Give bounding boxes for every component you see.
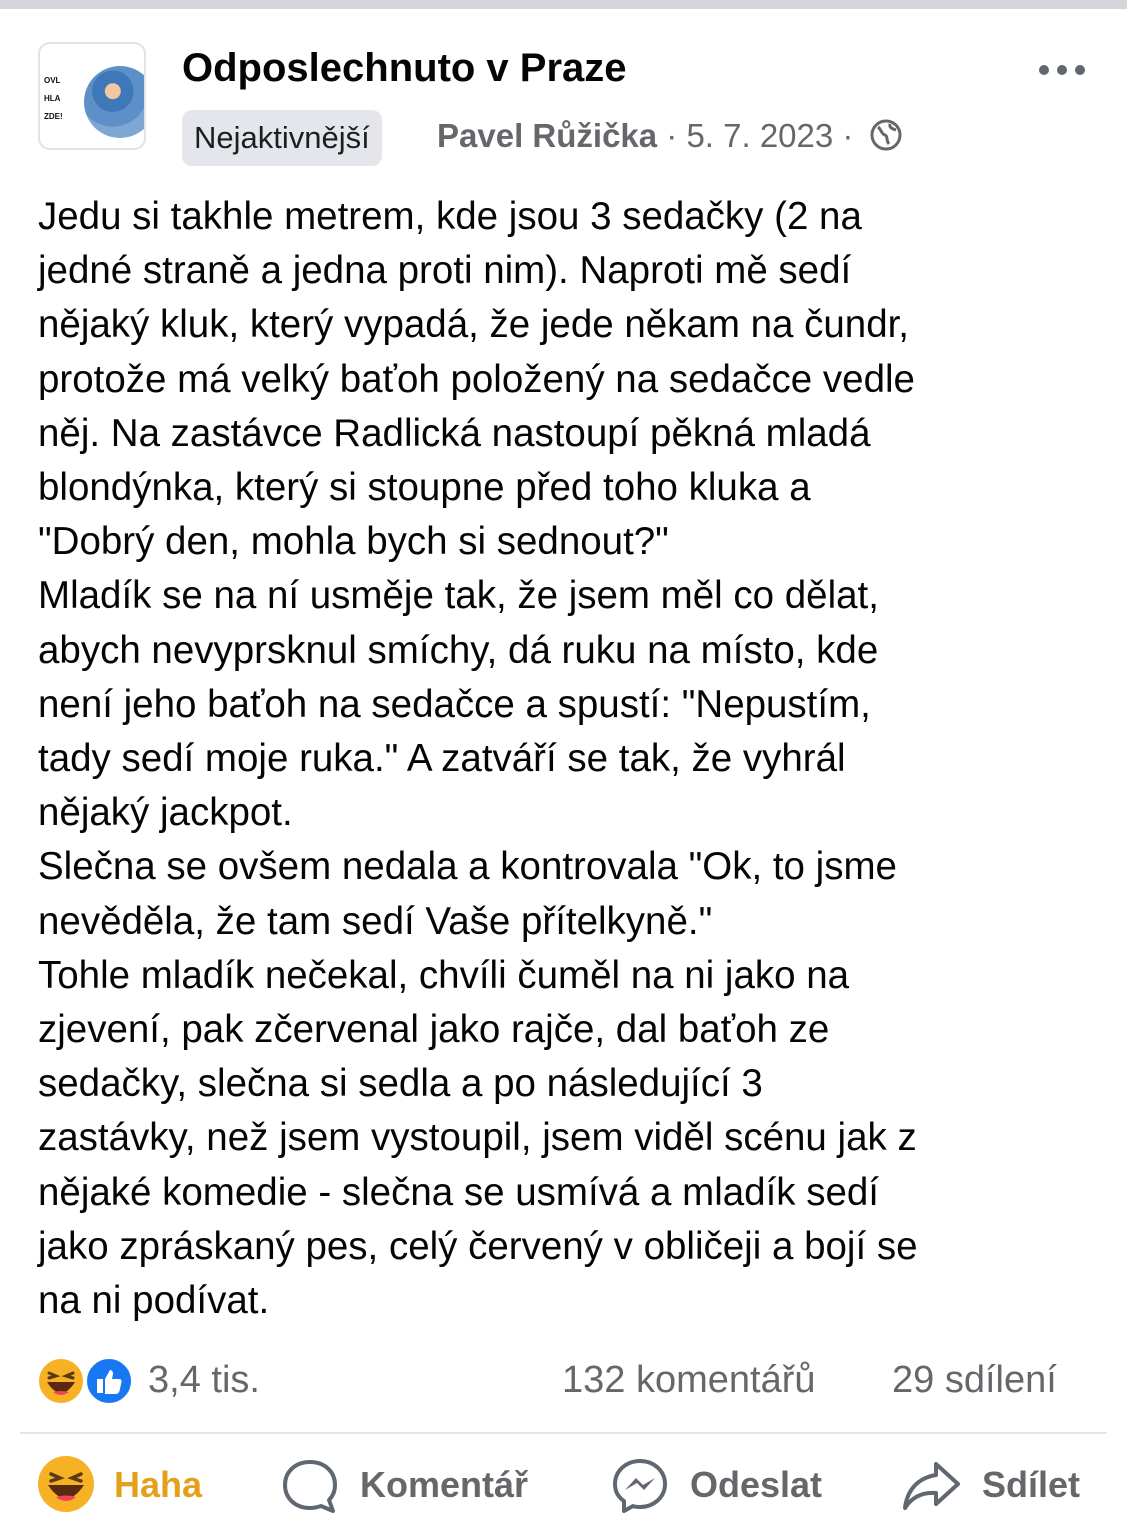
- post-date[interactable]: 5. 7. 2023: [686, 117, 834, 154]
- post-text-line: nevěděla, že tam sedí Vaše přítelkyně.": [38, 899, 713, 943]
- author-name[interactable]: Pavel Růžička: [437, 117, 658, 154]
- messenger-icon: [610, 1456, 670, 1516]
- post-text-line: blondýnka, který si stoupne před toho kluka a: [38, 466, 811, 510]
- post-text-line: zjevení, pak zčervenal jako rajče, dal baťoh ze: [38, 1008, 830, 1052]
- comments-count[interactable]: 132 komentářů: [562, 1359, 816, 1401]
- globe-icon: [869, 118, 903, 152]
- group-name[interactable]: Odposlechnuto v Praze: [182, 46, 627, 90]
- haha-button[interactable]: [36, 1450, 226, 1520]
- post-text-line: zastávky, než jsem vystoupil, jsem viděl scénu jak z: [38, 1116, 917, 1160]
- post-text-line: jedné straně a jedna proti nim). Naproti mě sedí: [38, 249, 852, 293]
- avatar-photo: [84, 66, 146, 138]
- share-button[interactable]: [900, 1450, 1110, 1520]
- meta-separator: ·: [657, 117, 687, 154]
- haha-label: Haha: [114, 1464, 203, 1505]
- post-text-line: tady sedí moje ruka." A zatváří se tak, že vyhrál: [38, 737, 846, 781]
- post-text-line: nějaké komedie - slečna se usmívá a mladík sedí: [38, 1170, 879, 1214]
- avatar-logo-text: OVL HLA ZDE!: [44, 76, 63, 121]
- shares-count[interactable]: 29 sdílení: [892, 1359, 1057, 1401]
- haha-reaction-icon: [36, 1356, 86, 1406]
- comment-button[interactable]: [280, 1450, 560, 1520]
- like-reaction-icon: [84, 1356, 134, 1406]
- share-label: Sdílet: [982, 1464, 1081, 1505]
- send-button[interactable]: [610, 1450, 850, 1520]
- post-text-line: jako zpráskaný pes, celý červený v obličeji a bojí se: [38, 1224, 918, 1268]
- post-text-line: Tohle mladík nečekal, chvíli čuměl na ni jako na: [38, 953, 850, 997]
- top-contributor-badge: Nejaktivnější: [182, 110, 382, 166]
- more-icon[interactable]: [1035, 55, 1089, 85]
- post-text-line: Jedu si takhle metrem, kde jsou 3 sedačky (2 na: [38, 195, 862, 238]
- post-meta: [437, 113, 903, 159]
- post-text-line: nějaký jackpot.: [38, 791, 293, 835]
- post-text-line: Slečna se ovšem nedala a kontrovala "Ok, to jsme: [38, 845, 897, 889]
- post-text-line: nějaký kluk, který vypadá, že jede někam na čundr,: [38, 303, 910, 347]
- post-text-line: protože má velký baťoh položený na sedačce vedle: [38, 357, 915, 401]
- post-text: [38, 190, 1108, 1328]
- haha-reaction-icon: [36, 1454, 96, 1514]
- reaction-count[interactable]: 3,4 tis.: [148, 1359, 260, 1401]
- post-header: [0, 0, 1127, 180]
- group-avatar[interactable]: [38, 42, 146, 150]
- post-text-line: Mladík se na ní usměje tak, že jsem měl co dělat,: [38, 574, 879, 618]
- comment-label: Komentář: [360, 1464, 529, 1505]
- post-text-line: něj. Na zastávce Radlická nastoupí pěkná mladá: [38, 411, 871, 455]
- share-icon: [900, 1456, 962, 1516]
- post-text-line: na ni podívat.: [38, 1279, 270, 1323]
- meta-separator: ·: [833, 117, 863, 154]
- send-label: Odeslat: [690, 1464, 823, 1505]
- post-text-line: "Dobrý den, mohla bych si sednout?": [38, 520, 669, 564]
- comment-icon: [280, 1456, 340, 1516]
- post-text-line: abych nevyprsknul smíchy, dá ruku na místo, kde: [38, 628, 879, 672]
- post-text-line: sedačky, slečna si sedla a po následující 3: [38, 1062, 763, 1106]
- post-text-line: není jeho baťoh na sedačce a spustí: "Nepustím,: [38, 682, 871, 726]
- actions-divider: [20, 1432, 1107, 1434]
